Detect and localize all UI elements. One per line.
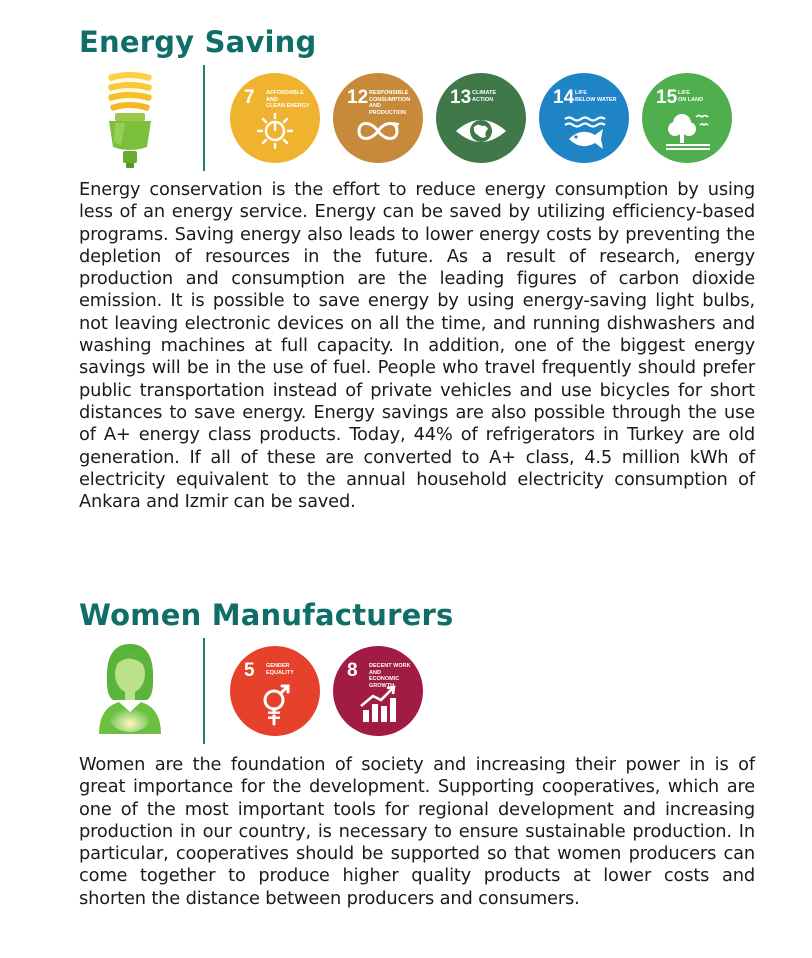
sdg-15-label: LIFE ON LAND [678, 90, 704, 103]
woman-avatar-icon [95, 638, 165, 742]
sdg-12-number: 12 [347, 87, 369, 108]
sdg-13-label: CLIMATE ACTION [472, 90, 497, 103]
energy-divider [203, 65, 205, 171]
energy-saving-section [79, 24, 755, 513]
gender-equality-icon [230, 646, 320, 736]
sdg-7-number: 7 [244, 87, 255, 108]
growth-chart-icon [333, 646, 423, 736]
sdg-13-badge [436, 73, 526, 163]
women-manufacturers-heading: Women Manufacturers [79, 598, 454, 632]
women-manufacturers-section [79, 597, 755, 910]
eye-earth-icon [436, 73, 526, 163]
energy-saving-paragraph: Energy conservation is the effort to reduce energy consumption by using less of an energy service. Energy can be saved by utilizing efficiency-based programs. Saving energy also leads to lower energy costs by preventing the depletion of resources in the future. As a result of research, energy production and consumption are the leading figures of carbon dioxide emission. It is possible to save energy by using energy-saving light bulbs, not leaving electronic devices on all the time, and running dishwashers and washing machines at full capacity. In addition, one of the biggest energy savings will be in the use of fuel. People who travel frequently should prefer public transportation instead of private vehicles and use bicycles for short distances to save energy. Energy savings are also possible through the use of A+ energy class products. Today, 44% of refrigerators in Turkey are old generation. If all of these are converted to A+ class, 4.5 million kWh of electricity equivalent to the annual household electricity consumption of Ankara and Izmir can be saved. [79, 179, 755, 513]
sdg-5-number: 5 [244, 660, 255, 681]
sdg-8-number: 8 [347, 660, 358, 681]
sdg-14-label: LIFE BELOW WATER [575, 90, 617, 103]
sdg-7-label: AFFORDABLE AND CLEAN ENERGY [266, 90, 310, 109]
sdg-13-number: 13 [450, 87, 472, 108]
energy-saving-bulb-icon [95, 65, 165, 169]
tree-birds-icon [642, 73, 732, 163]
sdg-8-badge [333, 646, 423, 736]
women-divider [203, 638, 205, 744]
sun-power-icon [230, 73, 320, 163]
energy-goals-row [79, 65, 755, 173]
sdg-14-badge [539, 73, 629, 163]
sdg-5-badge [230, 646, 320, 736]
sdg-12-label: RESPONSIBLE CONSUMPTION AND PRODUCTION [369, 90, 411, 116]
sdg-8-label: DECENT WORK AND ECONOMIC GROWTH [369, 663, 411, 689]
sdg-12-badge [333, 73, 423, 163]
sdg-7-badge [230, 73, 320, 163]
fish-waves-icon [539, 73, 629, 163]
women-manufacturers-paragraph: Women are the foundation of society and increasing their power in is of great importance for the development. Supporting cooperatives, which are one of the most important tools for regional development and increasing production in our country, is necessary to ensure sustainable production. In particular, cooperatives should be supported so that women producers can come together to produce higher quality products at lower costs and shorten the distance between producers and consumers. [79, 754, 755, 909]
sdg-5-label: GENDER EQUALITY [266, 663, 294, 676]
women-goals-row [79, 638, 755, 746]
infinity-loop-icon [333, 73, 423, 163]
sdg-15-badge [642, 73, 732, 163]
sdg-15-number: 15 [656, 87, 678, 108]
energy-saving-heading: Energy Saving [79, 25, 317, 59]
sdg-14-number: 14 [553, 87, 575, 108]
